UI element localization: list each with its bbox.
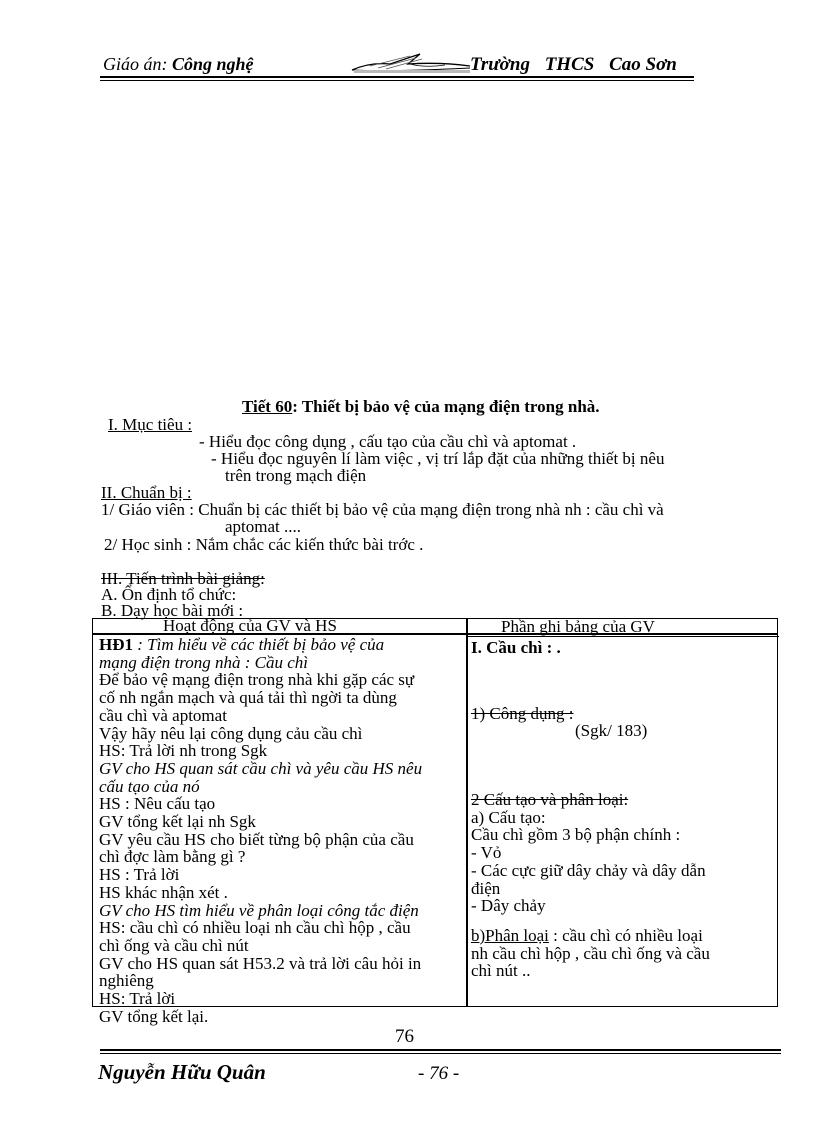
board-line: - Vỏ <box>471 843 502 863</box>
board-classification <box>471 927 710 980</box>
board-line: nh cầu chì hộp , cầu chì ống và cầu <box>471 943 710 963</box>
activity-line: GV yêu cầu HS cho biết từng bộ phận của cầu <box>99 829 414 849</box>
board-classification-text: : cầu chì có nhiều loại <box>548 926 703 945</box>
header-rule <box>100 76 694 78</box>
activity-line: HS: cầu chì có nhiều loại nh cầu chì hộp , cầu <box>99 918 411 938</box>
lesson-number: Tiết 60 <box>242 397 293 416</box>
header-school <box>470 54 687 76</box>
board-sgk-reference: (Sgk/ 183) <box>575 721 648 740</box>
board-line: chì nút .. <box>471 961 531 981</box>
activity-line: chì ống và cầu chì nút <box>99 935 249 955</box>
table-header-board: Phần ghi bảng của GV <box>501 617 655 636</box>
footer-rule <box>100 1049 781 1051</box>
activity-line: Vậy hãy nêu lại công dụng cảu cầu chì <box>99 723 363 743</box>
footer-rule-thin <box>100 1053 781 1054</box>
lesson-title-text: : Thiết bị bảo vệ của mạng điện trong nhà. <box>292 397 600 416</box>
header-label: Giáo án: <box>103 54 168 74</box>
header-subject <box>103 54 254 75</box>
hd1-title: : Tìm hiểu về các thiết bị bảo vệ của <box>133 635 385 654</box>
activity-italic-line: GV cho HS tìm hiểu về phân loại công tắc điện <box>99 900 419 920</box>
teacher-preparation-cont: aptomat .... <box>225 517 302 536</box>
header-subject-name: Công nghệ <box>172 54 254 74</box>
activity-italic-line: cấu tạo của nó <box>99 776 200 796</box>
table-header-rule-right <box>466 636 779 637</box>
board-structure <box>471 791 706 915</box>
activity-line: cầu chì và aptomat <box>99 705 227 725</box>
activity-line: HS : Nêu cấu tạo <box>99 794 216 814</box>
board-line: điện <box>471 878 501 898</box>
header-school-abbr: THCS <box>544 54 595 75</box>
section-preparation-heading: II. Chuẩn bị : <box>101 483 192 502</box>
activity-line: GV tổng kết lại. <box>99 1006 209 1026</box>
activity-italic-line: GV cho HS quan sát cầu chì và yêu cầu HS nêu <box>99 758 423 778</box>
board-line: - Các cực giữ dây chảy và dây dẫn <box>471 860 706 880</box>
activities-column <box>99 636 422 1025</box>
table-header-activities: Hoạt động của GV và HS <box>163 616 337 635</box>
header-school-name: Cao Sơn <box>609 54 677 75</box>
board-line: - Dây chảy <box>471 896 546 916</box>
activity-line: HS : Trả lời <box>99 865 180 885</box>
footer-author: Nguyễn Hữu Quân <box>98 1060 266 1084</box>
board-line: a) Cấu tạo: <box>471 807 546 827</box>
table-column-divider <box>466 619 468 1006</box>
activity-line: GV cho HS quan sát H53.2 và trả lời câu hỏi in <box>99 953 422 973</box>
objective-line: trên trong mạch điện <box>225 466 367 485</box>
hd1-label: HĐ1 <box>99 635 133 654</box>
footer-page-number: - 76 - <box>418 1063 460 1084</box>
hd1-line <box>99 636 422 654</box>
header-school-prefix: Trường <box>470 54 530 75</box>
header-rule-thin <box>100 80 694 81</box>
activity-line: GV tổng kết lại nh Sgk <box>99 812 256 832</box>
activity-line: HS khác nhận xét . <box>99 882 228 902</box>
objective-line: - Hiểu đọc nguyên lí làm việc , vị trí lắp đặt của những thiết bị nêu <box>211 449 665 468</box>
section-objectives-heading: I. Mục tiêu : <box>108 415 193 434</box>
page-number: 76 <box>395 1026 414 1047</box>
board-function-heading: 1) Công dụng : <box>471 704 574 723</box>
board-structure-heading: 2 Cấu tạo và phân loại: <box>471 790 629 809</box>
activity-line: HS: Trả lời <box>99 989 176 1009</box>
step-b: B. Dạy học bài mới : <box>101 601 244 620</box>
hd1-title-cont: mạng điện trong nhà : Cầu chì <box>99 652 309 672</box>
section-progress-heading: III. Tiến trình bài giảng: <box>101 569 265 588</box>
activity-line: nghiêng <box>99 971 154 991</box>
student-preparation: 2/ Học sinh : Nắm chắc các kiến thức bài trớc . <box>104 535 424 554</box>
objective-line: - Hiểu đọc công dụng , cấu tạo của cầu chì và aptomat . <box>199 432 577 451</box>
activity-line: Để bảo vệ mạng điện trong nhà khi gặp các sự <box>99 670 415 690</box>
lesson-table <box>92 616 778 1026</box>
activity-line: HS: Trả lời nh trong Sgk <box>99 741 268 761</box>
step-a: A. Ổn định tổ chức: <box>101 585 237 604</box>
activity-line: cố nh ngắn mạch và quá tải thì ngời ta dùng <box>99 688 397 708</box>
activity-line: chì đợc làm bằng gì ? <box>99 847 246 867</box>
board-classification-label: b)Phân loại <box>471 926 549 945</box>
board-line: Cầu chì gồm 3 bộ phận chính : <box>471 825 681 845</box>
board-heading: I. Cầu chì : . <box>471 638 561 657</box>
lesson-title <box>242 397 600 417</box>
teacher-preparation: 1/ Giáo viên : Chuẩn bị các thiết bị bảo vệ của mạng điện trong nhà nh : cầu chì và <box>101 500 664 519</box>
